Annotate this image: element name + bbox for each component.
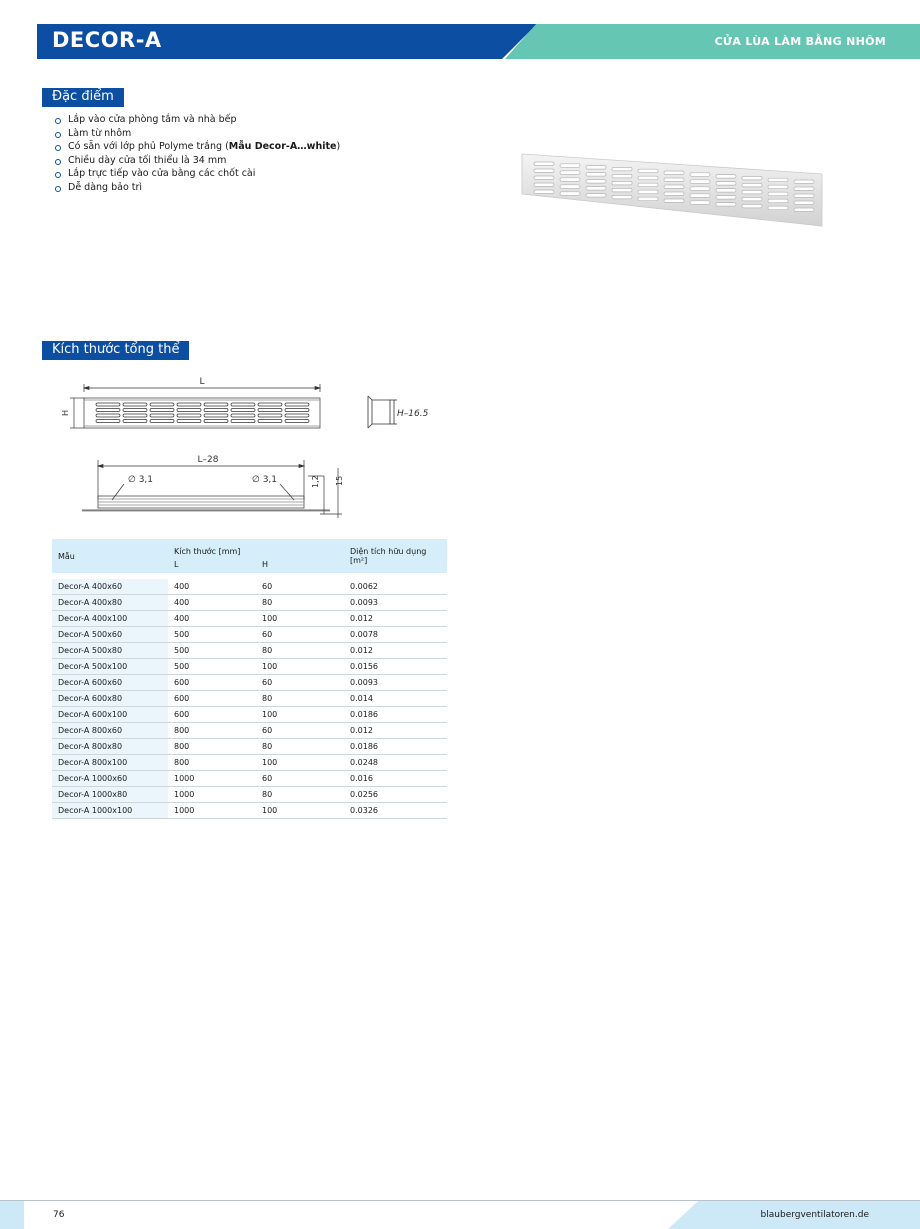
cell-l: 400: [168, 595, 256, 611]
grille-slot: [664, 178, 684, 182]
cell-l: 400: [168, 579, 256, 595]
cell-h: 60: [256, 579, 344, 595]
table-row: [52, 707, 447, 723]
grille-slot: [742, 204, 762, 208]
drawing-slot: [123, 414, 147, 417]
drawing-slot: [96, 403, 120, 406]
cell-area: 0.016: [344, 771, 447, 787]
grille-slot: [638, 169, 658, 173]
drawing-slot: [177, 420, 201, 423]
cell-area: 0.0326: [344, 803, 447, 819]
table-row: [52, 595, 447, 611]
drawing-slot: [285, 420, 309, 423]
features-heading: Đặc điểm: [42, 88, 124, 107]
grille-slot: [560, 178, 580, 182]
grille-slot: [664, 185, 684, 189]
grille-slot: [742, 190, 762, 194]
cell-h: 80: [256, 595, 344, 611]
cell-h: 100: [256, 611, 344, 627]
grille-slot: [742, 176, 762, 180]
drawing-slot: [204, 409, 228, 412]
cell-h: 100: [256, 707, 344, 723]
grille-slot: [534, 176, 554, 180]
grille-slot: [742, 183, 762, 187]
col-l-header: L: [168, 556, 256, 573]
grille-slot: [690, 173, 710, 177]
grille-slot: [768, 192, 788, 196]
cell-model: Decor-A 500x60: [52, 627, 168, 643]
grille-slot: [716, 175, 736, 179]
grille-slot: [612, 195, 632, 199]
product-grille-image: [520, 150, 824, 226]
grille-slot: [638, 183, 658, 187]
table-row: [52, 611, 447, 627]
drawing-slot: [150, 414, 174, 417]
grille-slot: [560, 171, 580, 175]
grille-slot: [742, 197, 762, 201]
drawing-slot: [204, 414, 228, 417]
table-row: [52, 787, 447, 803]
front-view-drawing: [62, 372, 332, 440]
cell-area: 0.0248: [344, 755, 447, 771]
cell-area: 0.0186: [344, 707, 447, 723]
drawing-slot: [150, 403, 174, 406]
cell-model: Decor-A 1000x80: [52, 787, 168, 803]
drawing-slot: [96, 409, 120, 412]
bottom-view-drawing: [80, 448, 350, 524]
table-row: [52, 675, 447, 691]
grille-slot: [560, 185, 580, 189]
page-number: 76: [53, 1210, 65, 1220]
drawing-slot: [123, 403, 147, 406]
grille-slot: [586, 166, 606, 170]
grille-slot: [612, 188, 632, 192]
cell-area: 0.0062: [344, 579, 447, 595]
drawing-slot: [258, 414, 282, 417]
grille-slot: [560, 164, 580, 168]
cell-l: 1000: [168, 771, 256, 787]
cell-h: 60: [256, 771, 344, 787]
table-row: [52, 659, 447, 675]
cell-model: Decor-A 400x100: [52, 611, 168, 627]
cell-model: Decor-A 500x100: [52, 659, 168, 675]
cell-area: 0.014: [344, 691, 447, 707]
grille-slot: [768, 199, 788, 203]
grille-slot: [794, 201, 814, 205]
grille-slot: [716, 189, 736, 193]
depth2-label: 15: [335, 475, 344, 486]
cell-h: 60: [256, 723, 344, 739]
feature-item: Dễ dàng bảo trì: [54, 181, 340, 195]
drawing-slot: [96, 420, 120, 423]
drawing-slot: [123, 409, 147, 412]
cell-h: 100: [256, 803, 344, 819]
drawing-slot: [96, 414, 120, 417]
side-view-drawing: [360, 390, 450, 435]
cell-area: 0.0156: [344, 659, 447, 675]
hole-diameter-left-label: ∅ 3,1: [128, 475, 154, 485]
footer-left-band: [0, 1201, 24, 1229]
cell-l: 800: [168, 755, 256, 771]
grille-slot: [612, 174, 632, 178]
hole-diameter-right-label: ∅ 3,1: [252, 475, 278, 485]
table-row: [52, 643, 447, 659]
grille-slot: [586, 194, 606, 198]
drawing-slot: [150, 420, 174, 423]
col-h-header: H: [256, 556, 344, 573]
category-label: CỬA LÙA LÀM BẰNG NHÔM: [714, 35, 886, 48]
grille-slot: [534, 162, 554, 166]
table-row: [52, 691, 447, 707]
cell-h: 60: [256, 627, 344, 643]
website-link[interactable]: blaubergventilatoren.de: [760, 1210, 869, 1220]
table-row: [52, 739, 447, 755]
cell-model: Decor-A 600x100: [52, 707, 168, 723]
drawing-slot: [258, 420, 282, 423]
grille-slot: [664, 192, 684, 196]
grille-slot: [716, 182, 736, 186]
cell-area: 0.0093: [344, 675, 447, 691]
cell-l: 600: [168, 675, 256, 691]
drawing-slot: [177, 414, 201, 417]
thickness-label: 1,2: [311, 475, 320, 488]
page-title: DECOR-A: [52, 28, 162, 52]
grille-slot: [690, 201, 710, 205]
cell-l: 1000: [168, 803, 256, 819]
cell-h: 80: [256, 787, 344, 803]
drawing-slot: [258, 409, 282, 412]
grille-slot: [690, 194, 710, 198]
height-label: H: [61, 409, 70, 416]
col-size-group-header: Kích thước [mm]: [168, 539, 344, 556]
grille-slot: [586, 180, 606, 184]
drawing-slot: [285, 414, 309, 417]
table-row: [52, 723, 447, 739]
drawing-slot: [204, 403, 228, 406]
drawing-slot: [204, 420, 228, 423]
cell-h: 100: [256, 755, 344, 771]
cell-area: 0.012: [344, 611, 447, 627]
table-row: [52, 627, 447, 643]
grille-slot: [612, 181, 632, 185]
grille-slot: [794, 208, 814, 212]
table-row: [52, 755, 447, 771]
grille-slot: [664, 199, 684, 203]
drawing-slot: [231, 409, 255, 412]
table-row: [52, 803, 447, 819]
cell-l: 500: [168, 627, 256, 643]
grille-slot: [716, 196, 736, 200]
grille-slot: [768, 206, 788, 210]
cell-l: 800: [168, 739, 256, 755]
spec-table-body: [52, 573, 447, 819]
grille-slot: [690, 187, 710, 191]
cell-h: 60: [256, 675, 344, 691]
dimensions-heading: Kích thước tổng thể: [42, 341, 189, 360]
drawing-slot: [177, 403, 201, 406]
grille-slot: [534, 169, 554, 173]
cell-l: 1000: [168, 787, 256, 803]
cell-model: Decor-A 1000x100: [52, 803, 168, 819]
grille-slot: [690, 180, 710, 184]
cell-area: 0.012: [344, 643, 447, 659]
col-model-header: Mẫu: [52, 539, 168, 573]
feature-item: Lắp vào cửa phòng tắm và nhà bếp: [54, 113, 340, 127]
cell-l: 400: [168, 611, 256, 627]
cell-h: 80: [256, 739, 344, 755]
grille-slot: [768, 185, 788, 189]
table-row: [52, 771, 447, 787]
grille-slot: [638, 197, 658, 201]
cell-area: 0.0186: [344, 739, 447, 755]
cell-h: 80: [256, 691, 344, 707]
grille-slot: [664, 171, 684, 175]
grille-slot: [768, 178, 788, 182]
cell-h: 80: [256, 643, 344, 659]
cell-l: 600: [168, 707, 256, 723]
drawing-slot: [177, 409, 201, 412]
grille-slot: [612, 167, 632, 171]
cell-area: 0.012: [344, 723, 447, 739]
table-row: [52, 579, 447, 595]
drawing-slot: [285, 403, 309, 406]
cell-l: 800: [168, 723, 256, 739]
cell-model: Decor-A 500x80: [52, 643, 168, 659]
feature-item: Làm từ nhôm: [54, 127, 340, 141]
cell-l: 500: [168, 643, 256, 659]
grille-slot: [638, 176, 658, 180]
grille-slot: [534, 190, 554, 194]
spec-table: [52, 539, 447, 819]
length-label: L: [199, 377, 205, 387]
drawing-slot: [231, 403, 255, 406]
cell-l: 500: [168, 659, 256, 675]
feature-item: Lắp trực tiếp vào cửa bằng các chốt cài: [54, 167, 340, 181]
cell-model: Decor-A 600x80: [52, 691, 168, 707]
feature-item: Chiều dày cửa tối thiểu là 34 mm: [54, 154, 340, 168]
cell-area: 0.0078: [344, 627, 447, 643]
drawing-slot: [258, 403, 282, 406]
cell-h: 100: [256, 659, 344, 675]
grille-slot: [794, 180, 814, 184]
cell-area: 0.0093: [344, 595, 447, 611]
table-header-row: [52, 539, 447, 556]
cell-area: 0.0256: [344, 787, 447, 803]
cell-model: Decor-A 800x100: [52, 755, 168, 771]
features-list: [54, 113, 340, 194]
cell-model: Decor-A 400x60: [52, 579, 168, 595]
drawing-slot: [231, 420, 255, 423]
grille-slot: [586, 173, 606, 177]
cell-model: Decor-A 800x60: [52, 723, 168, 739]
hole-span-label: L–28: [197, 455, 219, 465]
grille-slot: [534, 183, 554, 187]
depth-label: H–16.5: [397, 409, 429, 419]
grille-slot: [586, 187, 606, 191]
grille-slot: [716, 203, 736, 207]
cell-model: Decor-A 400x80: [52, 595, 168, 611]
footer-divider: [0, 1200, 920, 1201]
drawing-slot: [285, 409, 309, 412]
grille-slot: [794, 194, 814, 198]
cell-model: Decor-A 1000x60: [52, 771, 168, 787]
drawing-slot: [150, 409, 174, 412]
feature-item: Có sẵn với lớp phủ Polyme trắng (Mẫu Decor-A…white): [54, 140, 340, 154]
cell-l: 600: [168, 691, 256, 707]
grille-slot: [638, 190, 658, 194]
cell-model: Decor-A 800x80: [52, 739, 168, 755]
grille-slot: [560, 192, 580, 196]
grille-slot: [794, 187, 814, 191]
drawing-slot: [231, 414, 255, 417]
cell-model: Decor-A 600x60: [52, 675, 168, 691]
col-area-header: Diện tích hữu dụng [m²]: [344, 539, 447, 573]
drawing-slot: [123, 420, 147, 423]
